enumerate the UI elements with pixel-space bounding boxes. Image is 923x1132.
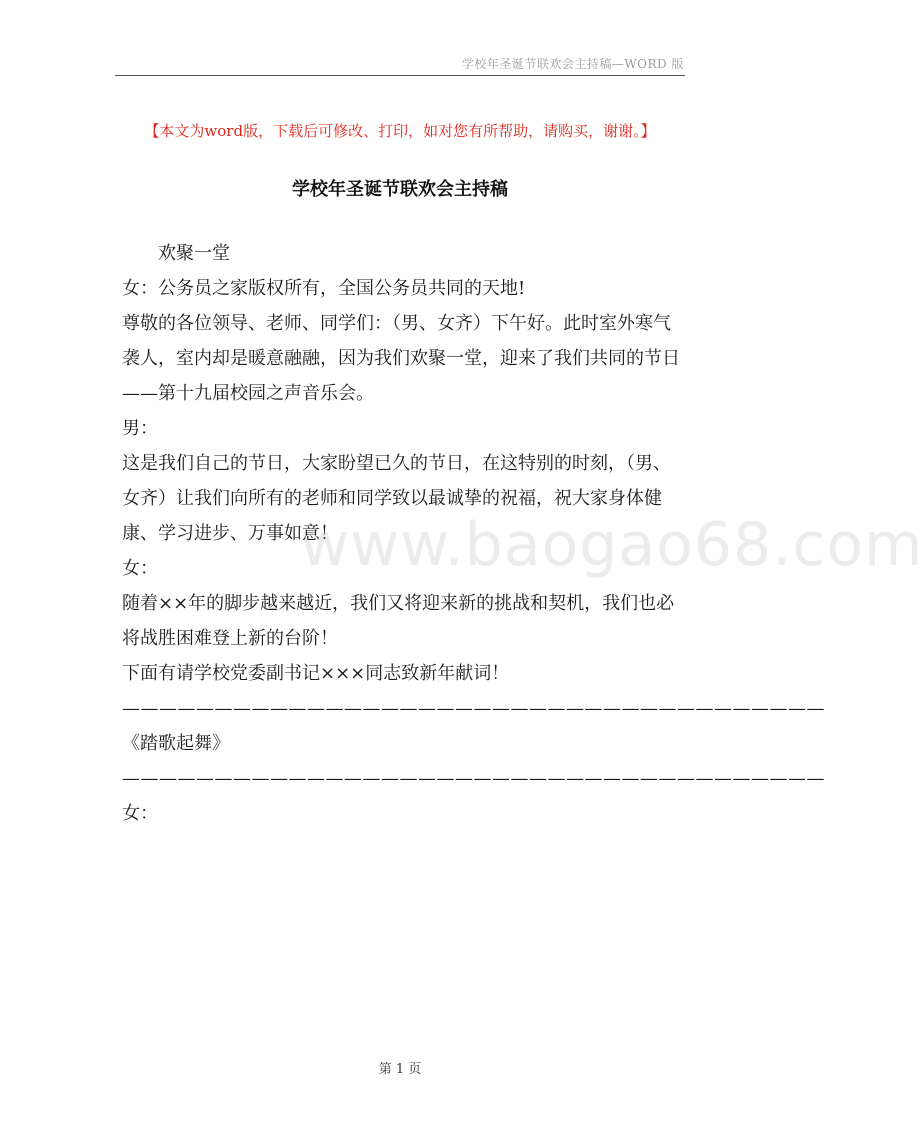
header-divider bbox=[115, 75, 685, 76]
purchase-notice: 【本文为word版，下载后可修改、打印，如对您有所帮助，请购买，谢谢。】 bbox=[144, 122, 656, 140]
paragraph-heading: 欢聚一堂 bbox=[158, 243, 230, 264]
program-title: 《踏歌起舞》 bbox=[122, 733, 230, 754]
running-header: 学校年圣诞节联欢会主持稿—WORD 版 bbox=[461, 57, 684, 71]
paragraph: 女：公务员之家版权所有，全国公务员共同的天地! bbox=[122, 278, 526, 299]
watermark: www.baogao68.com bbox=[300, 510, 923, 580]
speaker-label: 女： bbox=[122, 558, 158, 579]
paragraph: 随着××年的脚步越来越近，我们又将迎来新的挑战和契机，我们也必将战胜困难登上新的台阶！ bbox=[122, 593, 675, 649]
document-title: 学校年圣诞节联欢会主持稿 bbox=[292, 179, 508, 200]
document-body bbox=[122, 236, 825, 831]
dash-separator: —————————————————————————————————————— bbox=[122, 768, 825, 789]
paragraph: 这是我们自己的节日，大家盼望已久的节日，在这特别的时刻，（男、女齐）让我们向所有的老师和同学致以最诚挚的祝福，祝大家身体健康、学习进步、万事如意！ bbox=[122, 453, 671, 544]
paragraph: 下面有请学校党委副书记×××同志致新年献词！ bbox=[122, 663, 510, 684]
page-number: 第 1 页 bbox=[378, 1062, 422, 1077]
dash-separator: —————————————————————————————————————— bbox=[122, 698, 825, 719]
speaker-label: 女： bbox=[122, 803, 158, 824]
speaker-label: 男： bbox=[122, 418, 158, 439]
paragraph: 尊敬的各位领导、老师、同学们：（男、女齐）下午好。此时室外寒气袭人，室内却是暖意融融，因为我们欢聚一堂，迎来了我们共同的节日——第十九届校园之声音乐会。 bbox=[122, 313, 680, 404]
